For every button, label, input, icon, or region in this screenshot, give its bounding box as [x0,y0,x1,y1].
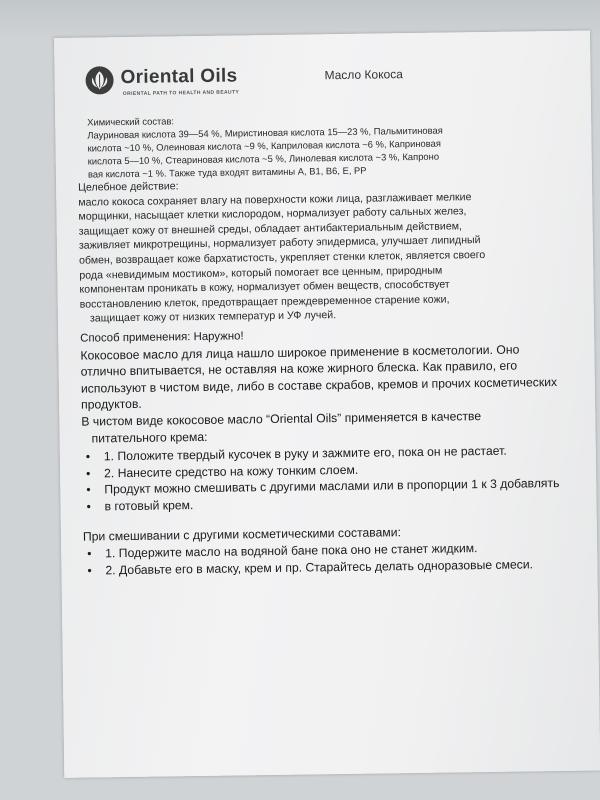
mixing-steps-list [83,539,583,579]
mixing-heading: При смешивании с другими косметическими составами: [82,525,402,545]
document-sheet [54,31,600,778]
usage-step-text: в готовый крем. [104,497,194,514]
brand-tagline: ORIENTAL PATH TO HEALTH AND BEAUTY [122,89,240,98]
usage-intro-line: продуктов. [81,397,142,412]
mixing-step-text: 2. Добавьте его в маску, крем и пр. Старайтесь делать одноразовые смеси. [105,557,534,577]
product-title: Масло Кокоса [324,67,403,83]
brand-logo-icon [84,65,114,95]
bullet-icon: • [85,449,91,464]
bullet-icon: • [87,546,92,561]
composition-heading: Химический состав: [87,115,175,128]
action-heading: Целебное действие: [78,180,179,194]
action-line: обмен, возвращает коже бархатистость, укрепляет стенки клеток, является своего [79,248,486,267]
usage-heading: Способ применения: Наружно! [80,330,244,345]
usage-step-text: 1. Положите твердый кусочек в руку и зажмите его, пока он не растает. [103,443,507,464]
usage-steps-list [82,442,583,515]
document-body [77,109,583,579]
usage-cream-line: питательного крема: [91,429,208,446]
usage-intro-line: Кокосовое масло для лица нашло широкое применение в косметологии. Оно [80,342,520,363]
action-section [78,174,580,327]
mixing-step-text: 1. Подержите масло на водяной бане пока оно не станет жидким. [105,541,478,561]
bullet-icon: • [87,563,92,578]
composition-line: вая кислота ~1 %. Также туда входят витамины А, В1, В6, Е, РР [87,164,367,180]
action-line: восстановлению клеток, предотвращает преждевременное старение кожи, [79,293,450,311]
action-line: заживляет микротрещины, нормализует работу эпидермиса, улучшает липидный [78,234,481,253]
action-line: морщинки, насыщает клетки кислородом, нормализует работу сальных желез, [78,205,467,223]
usage-intro-line: отлично впитывается, не оставляя на коже жирного блеска. Как правило, его [80,358,518,379]
action-line: масло кокоса сохраняет влагу на поверхности кожи лица, разглаживает мелкие [78,190,472,209]
composition-section [77,109,578,181]
composition-line: кислота 5—10 %, Стеариновая кислота ~5 %, Линолевая кислота ~3 %, Капроно [87,150,440,167]
usage-section [80,324,583,515]
action-line: защищает кожу от внешней среды, обладает антибактериальным действием, [78,220,462,238]
bullet-icon: • [86,499,91,514]
bullet-icon: • [85,466,91,481]
usage-cream-line: В чистом виде кокосовое масло “Oriental Oils” применяется в качестве [81,408,482,429]
bullet-icon: • [86,482,91,497]
mixing-section [83,522,584,579]
document-header [84,59,585,106]
usage-step-text: Продукт можно смешивать с другими маслами или в пропорции 1 к 3 добавлять [104,476,560,497]
usage-step-text: 2. Нанесите средство на кожу тонким слоем. [103,462,359,481]
action-line: компонентам проникать в кожу, нормализует обмен веществ, способствует [79,278,450,296]
composition-line: Лауриновая кислота 39—54 %, Миристиновая кислота 15—23 %, Пальмитиновая [87,124,443,141]
composition-line: кислота ~10 %, Олеиновая кислота ~9 %, Каприловая кислота ~6 %, Каприновая [87,137,441,154]
brand-name: Oriental Oils [120,65,238,89]
usage-intro-line: используют в чистом виде, либо в составе скрабов, кремов и прочих косметических [80,374,558,396]
action-line: защищает кожу от низких температур и УФ лучей. [89,309,337,325]
action-line: рода «невидимым мостиком», который помогает все ценным, природным [79,264,443,282]
